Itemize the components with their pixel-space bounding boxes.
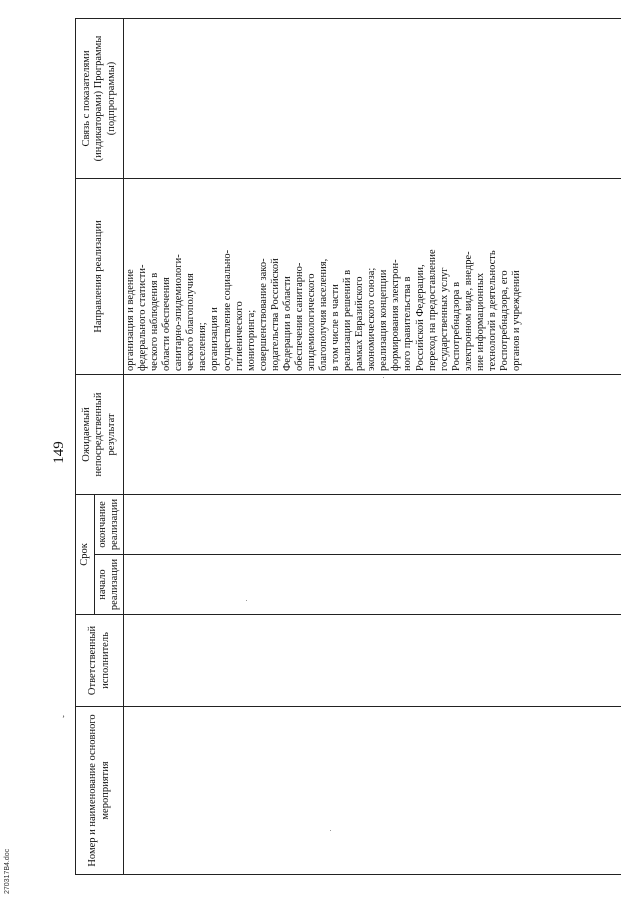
col-header-link: Связь с показателями (индикаторами) Программы (подпрограммы) [76, 18, 124, 178]
col-header-directions: Направления реализации [76, 178, 124, 374]
col-header-executor: Ответственный исполнитель [76, 615, 124, 707]
cell-term-end [124, 494, 622, 554]
cell-term-start [124, 555, 622, 615]
document-code: 270317В4.doc [4, 848, 11, 894]
cell-directions: организация и ведение федерального статисти- ческого наблюдения в области обеспечения санитарно-эпидемиологи- ческого благополучия населения; организация и осуществление социально- гигиенического мониторинга; совершенствование зако- нодательства Российской Федерации в области обеспечения санитарно- эпидемиологического благополучия населения, в том числе в части реализации решений в рамках Евразийского экономического союза; реализация концепции формирования электрон- ного правительства в Российской Федерации, переход на предоставление государственных услуг Роспотребнадзора в электронном виде, внедре- ние информационных технологий в деятельность Роспотребнадзора, его органов и учреждений [124, 178, 622, 374]
cell-measure [124, 707, 622, 875]
cell-result [124, 374, 622, 494]
scan-speck [330, 830, 331, 831]
page-number: 149 [51, 441, 67, 464]
col-header-term-start: начало реализации [95, 555, 124, 615]
cell-executor [124, 615, 622, 707]
table-row [124, 18, 622, 874]
col-header-term: Срок [76, 494, 95, 614]
scan-speck [383, 377, 384, 378]
program-table [75, 18, 621, 875]
col-header-result: Ожидаемый непосредственный результат [76, 374, 124, 494]
scan-speck [246, 600, 247, 601]
rotated-page [47, 0, 640, 905]
header-row [76, 18, 95, 874]
scan-mark: ’ [62, 714, 65, 724]
col-header-measure: Номер и наименование основного мероприятия [76, 707, 124, 875]
cell-link [124, 18, 622, 178]
col-header-term-end: окончание реализации [95, 494, 124, 554]
